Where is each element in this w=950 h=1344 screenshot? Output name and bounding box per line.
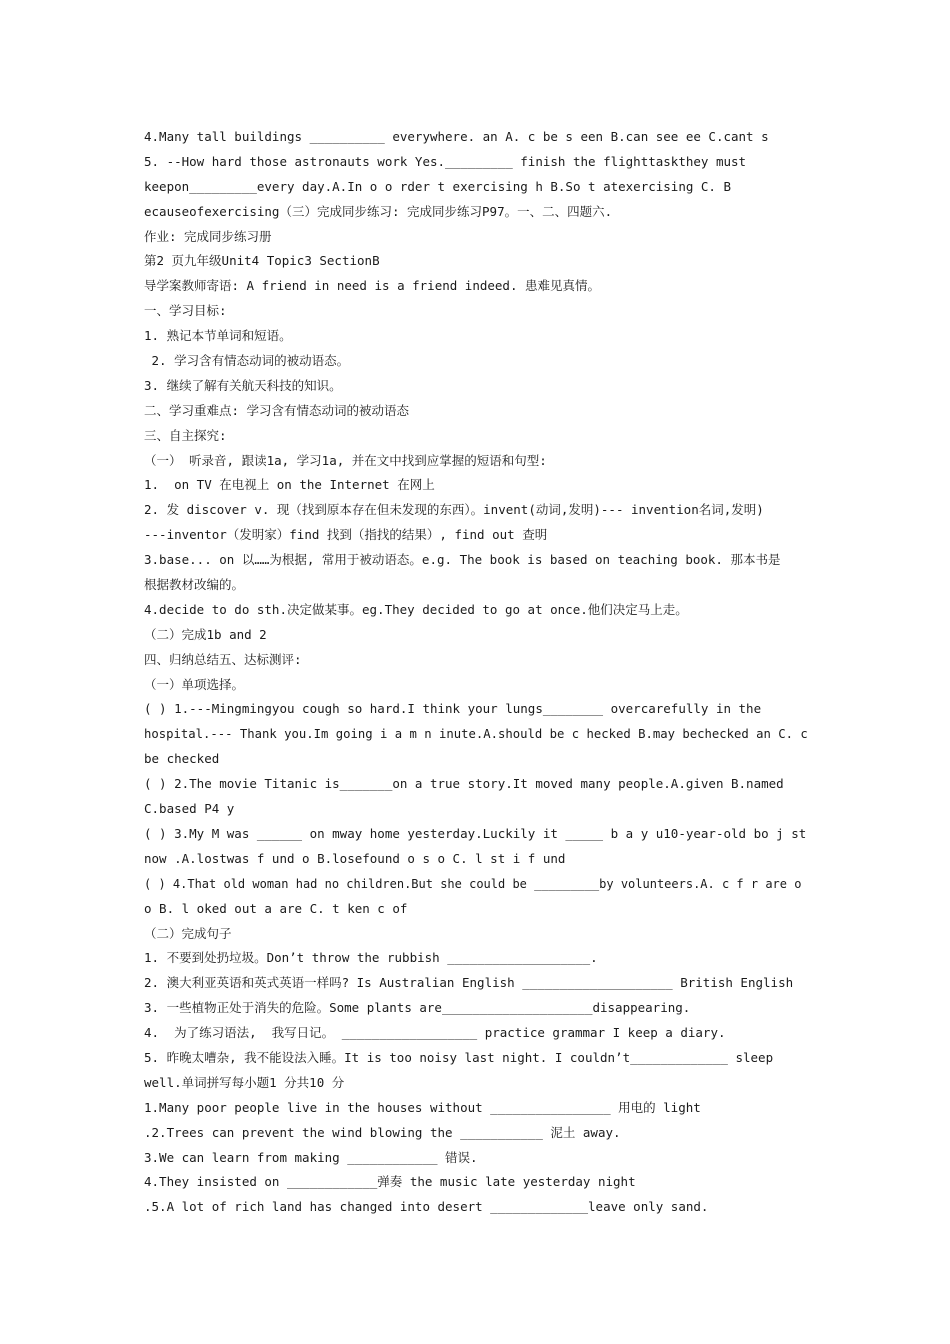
text-line: 根据教材改编的。 bbox=[144, 577, 245, 593]
section-heading: 四、归纳总结五、达标测评: bbox=[144, 651, 302, 667]
teacher-message-line: 导学案教师寄语: A friend in need is a friend indeed. 患难见真情。 bbox=[144, 278, 601, 294]
text-line: 1. 熟记本节单词和短语。 bbox=[144, 328, 292, 344]
homework-line: 作业: 完成同步练习册 bbox=[144, 228, 272, 244]
question-line: be checked bbox=[144, 751, 220, 767]
text-line: 3. 继续了解有关航天科技的知识。 bbox=[144, 377, 342, 393]
question-line: 5. 昨晚太嘈杂, 我不能设法入睡。It is too noisy last night. I couldn’t_____________ sleep bbox=[144, 1049, 774, 1065]
section-heading: 三、自主探究: bbox=[144, 427, 227, 443]
document-body bbox=[144, 125, 810, 1220]
question-line: now .A.lostwas f und o B.losefound o s o C. l st i f und bbox=[144, 850, 566, 866]
page-header-line: 第2 页九年级Unit4 Topic3 SectionB bbox=[144, 253, 380, 269]
question-line: o B. l oked out a are C. t ken c of bbox=[144, 900, 408, 916]
question-line: ( ) 3.My M was ______ on mway home yesterday.Luckily it _____ b a y u10-year-old bo j st bbox=[144, 825, 807, 841]
question-line: hospital.--- Thank you.Im going i a m n inute.A.should be c hecked B.may bechecked an C. c bbox=[144, 727, 808, 742]
section-heading: 二、学习重难点: 学习含有情态动词的被动语态 bbox=[144, 402, 410, 418]
question-line: .2.Trees can prevent the wind blowing the ___________ 泥土 away. bbox=[144, 1124, 621, 1140]
question-line: 3. 一些植物正处于消失的危险。Some plants are____________________disappearing. bbox=[144, 1000, 691, 1016]
question-line: C.based P4 y bbox=[144, 801, 235, 817]
text-line: ---inventor（发明家）find 找到（指找的结果）, find out 查明 bbox=[144, 527, 548, 543]
text-line: 4.decide to do sth.决定做某事。eg.They decided to go at once.他们决定马上走。 bbox=[144, 601, 688, 617]
text-line: 3.base... on 以……为根据, 常用于被动语态。e.g. The book is based on teaching book. 那本书是 bbox=[144, 552, 781, 568]
question-line: ( ) 4.That old woman had no children.But she could be _________by volunteers.A. c f r are o bbox=[144, 876, 802, 891]
text-line: 5. --How hard those astronauts work Yes._________ finish the flighttaskthey must bbox=[144, 153, 747, 169]
text-line: 1. on TV 在电视上 on the Internet 在网上 bbox=[144, 477, 435, 493]
section-heading: 一、学习目标: bbox=[144, 303, 227, 319]
text-line: 2. 学习含有情态动词的被动语态。 bbox=[144, 353, 350, 369]
question-line: ( ) 1.---Mingmingyou cough so hard.I think your lungs________ overcarefully in the bbox=[144, 701, 762, 717]
text-line: （一） 听录音, 跟读1a, 学习1a, 并在文中找到应掌握的短语和句型: bbox=[144, 452, 547, 468]
question-line: 4. 为了练习语法, 我写日记。 __________________ practice grammar I keep a diary. bbox=[144, 1025, 726, 1041]
text-line: 4.Many tall buildings __________ everywhere. an A. c be s een B.can see ee C.cant s bbox=[144, 129, 769, 144]
text-line: （二）完成1b and 2 bbox=[144, 626, 267, 642]
question-line: 2. 澳大利亚英语和英式英语一样吗? Is Australian English ____________________ British English bbox=[144, 975, 794, 991]
question-line: well.单词拼写每小题1 分共10 分 bbox=[144, 1074, 345, 1090]
question-line: 3.We can learn from making ____________ 错误. bbox=[144, 1149, 478, 1165]
question-line: 1.Many poor people live in the houses without ________________ 用电的 light bbox=[144, 1099, 701, 1115]
section-heading: （二）完成句子 bbox=[144, 925, 232, 941]
section-heading: （一）单项选择。 bbox=[144, 676, 245, 692]
question-line: 1. 不要到处扔垃圾。Don’t throw the rubbish ___________________. bbox=[144, 950, 598, 966]
text-line: 2. 发 discover v. 现（找到原本存在但未发现的东西）。invent(动词,发明)--- invention名词,发明) bbox=[144, 502, 764, 518]
question-line: ( ) 2.The movie Titanic is_______on a true story.It moved many people.A.given B.named bbox=[144, 776, 784, 792]
question-line: 4.They insisted on ____________弹奏 the music late yesterday night bbox=[144, 1174, 636, 1190]
text-line: keepon_________every day.A.In o o rder t exercising h B.So t atexercising C. B bbox=[144, 178, 731, 194]
question-line: .5.A lot of rich land has changed into desert _____________leave only sand. bbox=[144, 1199, 709, 1215]
text-line: ecauseofexercising（三）完成同步练习: 完成同步练习P97。一、二、四题六. bbox=[144, 203, 613, 219]
